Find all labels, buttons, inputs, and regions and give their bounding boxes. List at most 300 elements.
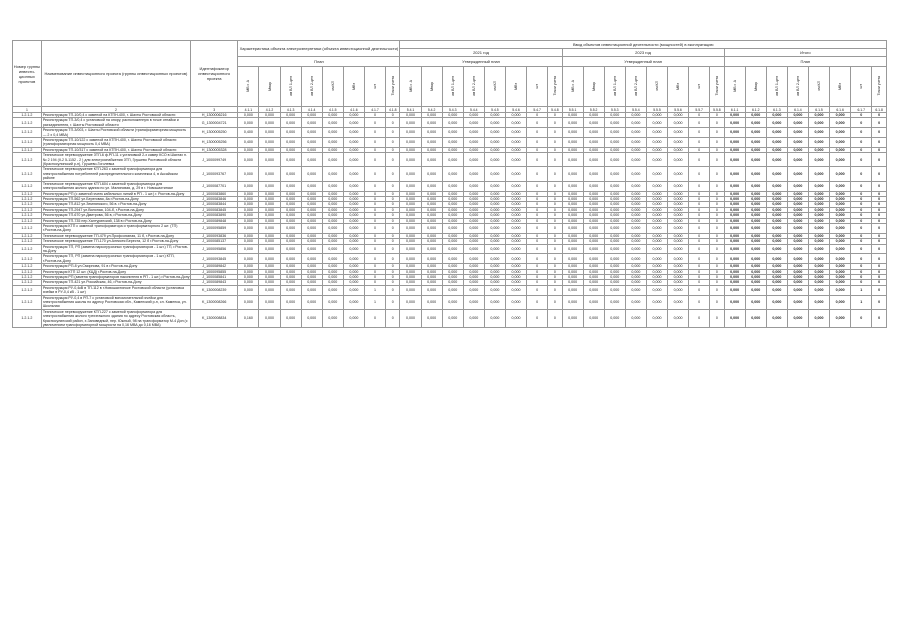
value-cell: 0,000 [724,196,745,201]
value-cell: 0,000 [400,138,421,148]
value-cell: 0,000 [625,295,646,309]
value-cell: 0,000 [238,207,259,212]
value-cell: 0,000 [442,275,463,280]
value-cell: 0,000 [562,128,583,138]
value-cell: 0,000 [604,295,625,309]
group-number-cell: 1.2.1.2 [13,128,42,138]
group-number-cell: 1.2.1.2 [13,309,42,328]
value-cell: 0,000 [421,196,442,201]
value-cell: 0,000 [766,202,787,207]
header-year-2023: 2023 год [562,49,724,57]
value-cell: 0,000 [766,207,787,212]
column-number: 3 [191,107,238,113]
value-cell: 0,000 [280,280,301,285]
value-cell: 0,000 [463,118,484,128]
value-cell: 0 [364,213,385,218]
table-row [13,218,887,223]
value-cell: 0 [527,138,548,148]
value-cell: 0,000 [322,280,343,285]
project-id-cell: H_1300005250 [191,128,238,138]
value-cell: 0,000 [343,295,364,309]
value-cell: 0,000 [484,218,505,223]
value-cell: 0 [689,269,710,274]
value-cell: 0,000 [604,128,625,138]
value-cell: 0 [364,207,385,212]
value-cell: 0 [872,118,887,128]
value-cell: 0,000 [421,128,442,138]
value-cell: 0,000 [724,181,745,191]
value-cell: 0,000 [484,181,505,191]
value-cell: 0,000 [322,264,343,269]
value-cell: 0,000 [668,113,689,118]
value-cell: 0,000 [280,295,301,309]
value-cell: 0 [364,239,385,244]
value-cell: 0 [364,202,385,207]
value-cell: 0,000 [259,191,280,196]
value-cell: 0,000 [787,239,808,244]
value-cell: 0 [386,285,400,295]
value-cell: 0 [851,275,872,280]
value-cell: 0,000 [646,113,667,118]
value-cell: 0 [527,147,548,152]
value-cell: 0,000 [745,269,766,274]
value-cell: 0,000 [668,280,689,285]
column-number: 6.1.2 [745,107,766,113]
value-cell: 0 [689,113,710,118]
value-cell: 0,000 [463,202,484,207]
value-cell: 0,000 [724,223,745,233]
subheader-1-6 [527,67,548,107]
value-cell: 0 [872,285,887,295]
value-cell: 0,000 [604,113,625,118]
value-cell: 0,000 [343,213,364,218]
table-row [13,223,887,233]
group-number-cell: 1.2.1.2 [13,196,42,201]
value-cell: 0,000 [787,207,808,212]
value-cell: 0,000 [583,153,604,167]
value-cell: 0,000 [463,218,484,223]
value-cell: 0 [548,285,562,295]
value-cell: 0 [710,153,724,167]
value-cell: 0 [689,295,710,309]
value-cell: 0 [364,147,385,152]
value-cell: 0,000 [625,196,646,201]
column-number: 6.1.3 [766,107,787,113]
value-cell: 0,000 [442,167,463,181]
project-name-cell: Реконструкция ТП-10/317 с заменой на КТПН-400, г. Шахты Ростовской области [41,147,190,152]
value-cell: 0 [548,269,562,274]
value-cell: 0,000 [238,213,259,218]
value-cell: 0,000 [484,254,505,264]
value-cell: 0,000 [646,295,667,309]
value-cell: 0,000 [400,280,421,285]
value-cell: 0 [527,280,548,285]
value-cell: 0 [364,275,385,280]
subheader-label: Мвар [753,81,758,91]
project-name-cell: Реконструкция РП-8 ул.Смирнова, 91 в г.Ростов-на-Дону [41,264,190,269]
value-cell: 0,000 [442,113,463,118]
value-cell: 0,000 [583,118,604,128]
value-cell: 0,000 [301,244,322,254]
value-cell: 0 [710,181,724,191]
value-cell: 0,000 [808,181,829,191]
value-cell: 0,000 [808,269,829,274]
value-cell: 1 [851,285,872,295]
subheader-label: Точки учета [877,76,882,96]
value-cell: 0,000 [343,233,364,238]
value-cell: 0 [872,191,887,196]
value-cell: 0 [386,239,400,244]
value-cell: 0,000 [787,167,808,181]
value-cell: 0 [710,128,724,138]
value-cell: 0,000 [238,167,259,181]
group-number-cell: 1.2.1.2 [13,233,42,238]
value-cell: 0,000 [505,275,526,280]
value-cell: 0,000 [646,233,667,238]
group-number-cell: 1.2.1.2 [13,239,42,244]
project-id-cell: K_1300008239 [191,285,238,295]
value-cell: 0,000 [280,207,301,212]
value-cell: 0,000 [766,167,787,181]
value-cell: 0,000 [343,167,364,181]
value-cell: 0 [548,223,562,233]
value-cell: 0,000 [463,280,484,285]
value-cell: 0,000 [766,244,787,254]
project-name-cell: Реконструкция РП (замена трансформаторов накопителя в РП - 1 шт.) г.Ростов-на-Дону [42,275,190,279]
value-cell: 0,000 [808,264,829,269]
value-cell: 0 [548,233,562,238]
value-cell: 0,000 [625,233,646,238]
value-cell: 0,000 [259,196,280,201]
value-cell: 0,400 [238,138,259,148]
value-cell: 0,000 [562,218,583,223]
value-cell: 0 [527,264,548,269]
subheader-1-1 [421,67,442,107]
value-cell: 0,000 [646,285,667,295]
project-id-cell: J_1000099749 [191,153,238,167]
value-cell: 0,000 [238,153,259,167]
value-cell: 0 [710,118,724,128]
value-cell: 0,000 [787,138,808,148]
value-cell: 0 [386,202,400,207]
value-cell: 0 [548,239,562,244]
value-cell: 0,000 [484,138,505,148]
column-number: 5.5.6 [668,107,689,113]
value-cell: 0 [851,218,872,223]
value-cell: 0 [364,191,385,196]
project-id-cell: H_1300005328 [191,147,238,152]
value-cell: 0,000 [301,239,322,244]
value-cell: 0,000 [808,147,829,152]
value-cell: 0,000 [301,264,322,269]
value-cell: 0,000 [442,309,463,328]
value-cell: 0 [851,147,872,152]
table-row [13,285,887,295]
column-number: 2 [41,107,190,113]
value-cell: 0 [364,264,385,269]
value-cell: 0,000 [484,113,505,118]
value-cell: 0,000 [322,218,343,223]
value-cell: 0,000 [343,153,364,167]
value-cell: 0,000 [625,181,646,191]
value-cell: 0,000 [442,147,463,152]
value-cell: 0 [851,309,872,328]
subheader-1-5 [505,67,526,107]
project-id-cell: J_1000083845 [191,207,238,212]
subheader-3-4 [808,67,829,107]
value-cell: 0,000 [562,118,583,128]
project-name-cell: Реконструкция ТП-421 ул.Российская, 46, г.Ростов-на-Дону [41,280,190,285]
value-cell: 0,000 [583,207,604,212]
project-id-cell: K_1300008266 [191,295,238,309]
value-cell: 0,000 [604,202,625,207]
value-cell: 0,000 [301,254,322,264]
project-name-cell: Реконструкция ТП-812 ул.Землянского, 56 в. г.Ростов-на-Дону [41,202,190,207]
value-cell: 0 [386,309,400,328]
value-cell: 0,000 [301,207,322,212]
subheader-label: шт [372,83,377,89]
value-cell: 0 [364,254,385,264]
group-number-cell: 1.2.1.2 [13,218,42,223]
value-cell: 0,000 [583,269,604,274]
value-cell: 0,000 [421,275,442,280]
value-cell: 0,000 [668,309,689,328]
value-cell: 0,000 [562,285,583,295]
value-cell: 0,000 [343,218,364,223]
header-characteristics: Характеристика объекта электроэнергетики (объекта инвестиционной деятельности) [238,41,400,57]
value-cell: 0,000 [745,239,766,244]
value-cell: 0,000 [301,113,322,118]
value-cell: 0,000 [604,196,625,201]
subheader-label: Мвар [591,81,596,91]
value-cell: 0,000 [259,202,280,207]
project-id-cell: J_1000083860 [191,191,238,196]
value-cell: 0 [386,128,400,138]
value-cell: 0,000 [562,213,583,218]
value-cell: 0,000 [463,181,484,191]
value-cell: 0,000 [280,147,301,152]
value-cell: 0 [527,309,548,328]
value-cell: 0 [851,181,872,191]
value-cell: 0,000 [484,213,505,218]
value-cell: 0,000 [745,280,766,285]
header-approved-plan-2021: Утвержденный план [400,57,562,67]
value-cell: 0,000 [604,275,625,280]
value-cell: 0,000 [280,113,301,118]
value-cell: 0 [527,254,548,264]
value-cell: 0,000 [280,167,301,181]
value-cell: 0,000 [343,196,364,201]
column-number: 6.1.8 [872,107,887,113]
value-cell: 0,000 [625,118,646,128]
value-cell: 0,000 [625,223,646,233]
project-name-cell: Техническое перевооружение КТП-227 с заменой трансформатора для электроснабжения жилого трехэтажного здания по адресу Ростовская область, Красносулинский район, х.Заповедный, пер. Южный, 98 на трансформатор М-4 Дон (с увеличением трансформаторной мощности на 0,16 МВА до 0,16 МВА) [41,309,190,328]
value-cell: 0 [527,213,548,218]
project-name-cell: Реконструкция ТП-3/0,4 с установкой на опору, расположенную в точке отпайки и разъединителя, г. Шахты Ростовской области [41,118,190,128]
value-cell: 0 [548,295,562,309]
value-cell: 0 [689,207,710,212]
value-cell: 0,000 [484,153,505,167]
value-cell: 0,000 [484,264,505,269]
value-cell: 0 [364,218,385,223]
project-id-cell: J_1000095859 [191,223,238,233]
value-cell: 0,000 [238,223,259,233]
value-cell: 0,000 [766,223,787,233]
value-cell: 0,000 [830,244,851,254]
value-cell: 0 [872,269,887,274]
value-cell: 0 [710,207,724,212]
value-cell: 0,000 [505,233,526,238]
value-cell: 0,000 [625,191,646,196]
value-cell: 0 [851,223,872,233]
value-cell: 0,000 [400,147,421,152]
value-cell: 0 [689,196,710,201]
value-cell: 0,000 [322,223,343,233]
value-cell: 0,000 [463,295,484,309]
project-name-cell: Реконструкция КТП с заменой трансформатора и трансформаторного 2 шт. (ТП) г.Ростов-на-Дону [41,223,190,233]
value-cell: 0,000 [301,285,322,295]
value-cell: 0,000 [238,147,259,152]
value-cell: 0 [689,128,710,138]
value-cell: 0,000 [442,218,463,223]
project-id-cell: H_1300005256 [191,138,238,148]
value-cell: 0,000 [238,181,259,191]
value-cell: 0,000 [484,167,505,181]
value-cell: 0,000 [668,264,689,269]
value-cell: 0,000 [463,213,484,218]
table-row [13,113,887,118]
value-cell: 0,000 [766,147,787,152]
value-cell: 0,000 [787,223,808,233]
value-cell: 0,000 [787,191,808,196]
value-cell: 0,000 [301,147,322,152]
value-cell: 0,000 [484,147,505,152]
value-cell: 0,000 [625,113,646,118]
value-cell: 0,000 [421,280,442,285]
value-cell: 0,000 [604,309,625,328]
value-cell: 0 [364,113,385,118]
value-cell: 0 [689,233,710,238]
value-cell: 0,000 [259,280,280,285]
value-cell: 0,000 [280,269,301,274]
value-cell: 0 [364,181,385,191]
value-cell: 0,000 [604,153,625,167]
value-cell: 0 [527,191,548,196]
value-cell: 0,000 [322,153,343,167]
value-cell: 0,000 [322,191,343,196]
value-cell: 0 [872,167,887,181]
value-cell: 0,000 [808,167,829,181]
value-cell: 0,000 [280,153,301,167]
value-cell: 0,000 [604,264,625,269]
value-cell: 0 [527,218,548,223]
value-cell: 0,000 [724,280,745,285]
value-cell: 0,000 [505,147,526,152]
project-name-cell: Техническое перевооружение ТП-170 ул.Алексея Береста, 12 б г.Ростов-на-Дону [41,239,190,244]
value-cell: 0,000 [583,244,604,254]
value-cell: 0,000 [484,275,505,280]
value-cell: 0,000 [724,239,745,244]
value-cell: 0,000 [646,153,667,167]
value-cell: 0 [548,309,562,328]
subheader-3-1 [745,67,766,107]
column-number: 4.1.1 [238,107,259,113]
value-cell: 0,000 [766,128,787,138]
value-cell: 0,000 [787,218,808,223]
value-cell: 0,000 [463,207,484,212]
column-number: 5.4.6 [505,107,526,113]
value-cell: 0,000 [505,285,526,295]
value-cell: 0,000 [400,113,421,118]
value-cell: 0,000 [280,218,301,223]
value-cell: 0,000 [400,207,421,212]
value-cell: 0 [689,285,710,295]
value-cell: 0,000 [745,202,766,207]
value-cell: 0,000 [646,138,667,148]
value-cell: 0,000 [808,128,829,138]
value-cell: 0,000 [724,113,745,118]
value-cell: 0 [872,244,887,254]
value-cell: 0,000 [421,285,442,295]
value-cell: 0 [851,264,872,269]
value-cell: 0,000 [830,239,851,244]
value-cell: 1 [851,295,872,309]
value-cell: 0 [689,218,710,223]
value-cell: 0,000 [463,153,484,167]
subheader-3-5 [830,67,851,107]
value-cell: 0,000 [646,128,667,138]
value-cell: 0,000 [787,275,808,280]
subheader-label: МВ×А [732,80,737,92]
value-cell: 0,000 [259,207,280,212]
value-cell: 0,000 [745,207,766,212]
value-cell: 0 [689,280,710,285]
value-cell: 1 [364,295,385,309]
value-cell: 0,000 [766,239,787,244]
group-number-cell: 1.2.1.2 [13,280,42,285]
value-cell: 0,000 [280,196,301,201]
value-cell: 0 [364,153,385,167]
value-cell: 0,000 [625,239,646,244]
value-cell: 0 [527,233,548,238]
subheader-0-3 [301,67,322,107]
value-cell: 0,000 [421,213,442,218]
value-cell: 0,000 [442,202,463,207]
value-cell: 0,000 [562,275,583,280]
value-cell: 0,000 [301,213,322,218]
value-cell: 0,000 [505,167,526,181]
header-total: Итого [724,49,886,57]
value-cell: 0 [710,309,724,328]
value-cell: 0,000 [787,254,808,264]
value-cell: 0,000 [668,128,689,138]
value-cell: 0 [386,218,400,223]
value-cell: 0,000 [421,269,442,274]
value-cell: 0,000 [745,264,766,269]
value-cell: 0,000 [583,202,604,207]
subheader-2-2 [604,67,625,107]
value-cell: 0,000 [463,269,484,274]
value-cell: 0 [386,295,400,309]
value-cell: 0 [386,138,400,148]
value-cell: 0,000 [766,191,787,196]
value-cell: 0,000 [745,138,766,148]
value-cell: 0,000 [808,207,829,212]
table-row [13,153,887,167]
value-cell: 0 [710,275,724,280]
table-row [13,295,887,309]
value-cell: 0 [548,153,562,167]
